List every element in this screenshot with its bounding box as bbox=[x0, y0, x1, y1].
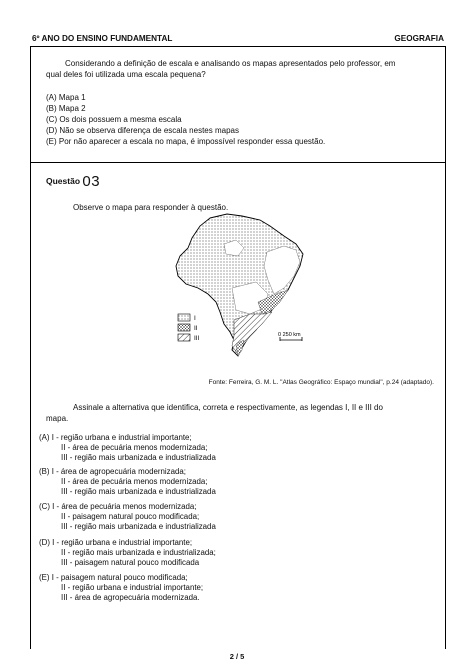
q3-stem-line-2: mapa. bbox=[46, 414, 69, 423]
prev-option-e: (E) Por não aparecer a escala no mapa, é impossível responder essa questão. bbox=[46, 137, 326, 146]
legend-label-iii: III bbox=[194, 335, 200, 342]
legend-box-ii bbox=[178, 324, 190, 331]
legend-label-ii: II bbox=[194, 325, 198, 332]
legend-label-i: I bbox=[194, 315, 196, 322]
prev-stem-line-2: qual deles foi utilizada uma escala pequena? bbox=[46, 70, 206, 79]
legend-box-iii bbox=[178, 334, 190, 341]
legend-box-i bbox=[178, 314, 190, 321]
page-header bbox=[30, 34, 446, 47]
alternative-e: (E) I - paisagem natural pouco modificada; II - região urbana e industrial importante; III - área de agropecuária modernizada. bbox=[39, 573, 204, 602]
alternative-d: (D) I - região urbana e industrial importante; II - região mais urbanizada e industrializada; III - paisagem natural pouco modificada bbox=[39, 538, 216, 567]
question-title bbox=[46, 173, 100, 190]
prev-option-a: (A) Mapa 1 bbox=[46, 93, 86, 102]
grade-label: 6º ANO DO ENSINO FUNDAMENTAL bbox=[32, 34, 173, 43]
brazil-map bbox=[172, 210, 332, 362]
alternative-a: (A) I - região urbana e industrial importante; II - área de pecuária menos modernizada; III - região mais urbanizada e industrializada bbox=[39, 433, 216, 462]
question-number: 03 bbox=[82, 173, 101, 190]
prev-option-b: (B) Mapa 2 bbox=[46, 104, 86, 113]
scale-label: 0 250 km bbox=[278, 332, 301, 338]
subject-label: GEOGRAFIA bbox=[394, 34, 444, 43]
question-intro: Observe o mapa para responder à questão. bbox=[73, 203, 229, 212]
page-number: 2 / 5 bbox=[229, 652, 245, 661]
question-3-box bbox=[30, 162, 446, 649]
q3-stem-line-1: Assinale a alternativa que identifica, correta e respectivamente, as legendas I, II e III do bbox=[73, 403, 383, 412]
alternative-b: (B) I - área de agropecuária modernizada; II - área de pecuária menos modernizada; III - região mais urbanizada e industrializada bbox=[39, 467, 216, 496]
prev-stem-line-1: Considerando a definição de escala e analisando os mapas apresentados pelo professor, em bbox=[65, 59, 396, 68]
map-source: Fonte: Ferreira, G. M. L. "Atlas Geográfico: Espaço mundial", p.24 (adaptado). bbox=[208, 379, 434, 386]
previous-question-box bbox=[30, 47, 446, 163]
alternative-c: (C) I - área de pecuária menos modernizada; II - paisagem natural pouco modificada; III - região mais urbanizada e industrializada bbox=[39, 502, 216, 531]
question-label: Questão bbox=[46, 176, 81, 186]
prev-option-d: (D) Não se observa diferença de escala nestes mapas bbox=[46, 126, 239, 135]
prev-option-c: (C) Os dois possuem a mesma escala bbox=[46, 115, 182, 124]
